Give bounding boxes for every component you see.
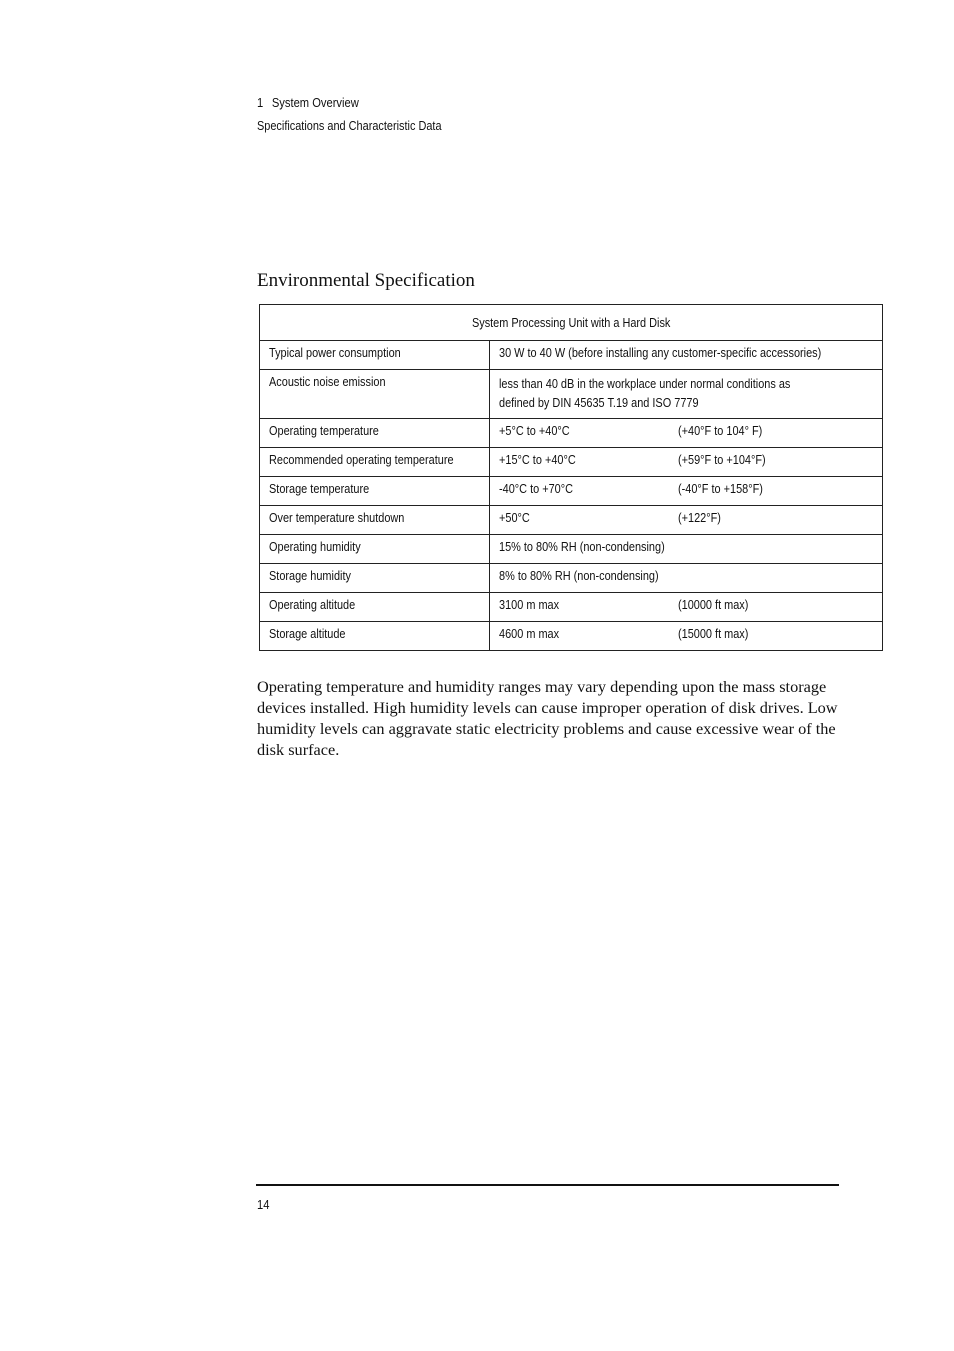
row-value-cell — [489, 477, 883, 506]
row-label: Storage temperature — [269, 481, 370, 496]
row-value-cell — [489, 593, 883, 622]
row-value: +15°C to +40°C — [498, 452, 576, 467]
row-label-cell — [260, 593, 490, 622]
row-value-imperial: (+40°F to 104° F) — [677, 423, 762, 438]
footer-divider — [256, 1184, 839, 1186]
row-value-imperial: (+59°F to +104°F) — [677, 452, 766, 467]
chapter-heading — [257, 95, 446, 115]
table-row — [260, 370, 883, 419]
row-label: Acoustic noise emission — [269, 374, 386, 389]
row-value: less than 40 dB in the workplace under normal conditions as — [498, 376, 791, 391]
row-label-cell — [260, 448, 490, 477]
table-row — [260, 341, 883, 370]
table-row — [260, 477, 883, 506]
row-value: +50°C — [498, 510, 530, 525]
running-header — [257, 95, 477, 133]
table-header-row — [260, 305, 883, 341]
row-label: Recommended operating temperature — [269, 452, 454, 467]
row-label: Operating temperature — [269, 423, 379, 438]
row-value-cell — [489, 448, 883, 477]
row-label: Storage humidity — [269, 568, 351, 583]
row-label-cell — [260, 341, 490, 370]
row-value-imperial: (+122°F) — [677, 510, 721, 525]
row-label: Operating humidity — [269, 539, 361, 554]
row-label-cell — [260, 506, 490, 535]
row-value: 3100 m max — [498, 597, 559, 612]
row-label: Operating altitude — [269, 597, 356, 612]
body-paragraph: Operating temperature and humidity ranges may vary depending upon the mass storage devices installed. High humidity levels can cause improper operation of disk drives. Low humidity levels can aggravate static electricity problems and cause excessive wear of the disk surface. — [257, 677, 838, 760]
row-label-cell — [260, 370, 490, 419]
row-label: Storage altitude — [269, 626, 346, 641]
row-value: 30 W to 40 W (before installing any customer-specific accessories) — [498, 345, 821, 360]
table-row — [260, 622, 883, 651]
row-label: Typical power consumption — [269, 345, 401, 360]
row-value: +5°C to +40°C — [498, 423, 570, 438]
row-value: 15% to 80% RH (non-condensing) — [498, 539, 665, 554]
section-title: Environmental Specification — [257, 270, 475, 291]
row-value-cell — [489, 341, 883, 370]
row-label-cell — [260, 535, 490, 564]
row-value: 8% to 80% RH (non-condensing) — [498, 568, 659, 583]
row-value-cell — [489, 419, 883, 448]
row-label-cell — [260, 564, 490, 593]
row-value-cell — [489, 506, 883, 535]
page-number: 14 — [257, 1197, 270, 1212]
table-header-cell — [260, 305, 883, 341]
row-value-cell — [489, 622, 883, 651]
table-row — [260, 506, 883, 535]
row-label-cell — [260, 419, 490, 448]
chapter-number: 1 — [257, 95, 264, 110]
subsection-title: Specifications and Characteristic Data — [257, 118, 442, 133]
row-value-imperial: (15000 ft max) — [677, 626, 749, 641]
row-value-imperial: (-40°F to +158°F) — [677, 481, 763, 496]
table-row — [260, 419, 883, 448]
row-value: 4600 m max — [498, 626, 559, 641]
row-label: Over temperature shutdown — [269, 510, 405, 525]
row-value: -40°C to +70°C — [498, 481, 573, 496]
row-value-line2: defined by DIN 45635 T.19 and ISO 7779 — [498, 395, 699, 410]
table-row — [260, 564, 883, 593]
row-value-cell — [489, 535, 883, 564]
environmental-spec-table — [259, 304, 883, 651]
row-value-cell — [489, 370, 883, 419]
row-value-cell — [489, 564, 883, 593]
table-row — [260, 593, 883, 622]
table-row — [260, 448, 883, 477]
row-value-imperial: (10000 ft max) — [677, 597, 749, 612]
row-label-cell — [260, 477, 490, 506]
table-header-text: System Processing Unit with a Hard Disk — [471, 315, 671, 330]
row-label-cell — [260, 622, 490, 651]
table-row — [260, 535, 883, 564]
chapter-title: System Overview — [271, 95, 359, 110]
